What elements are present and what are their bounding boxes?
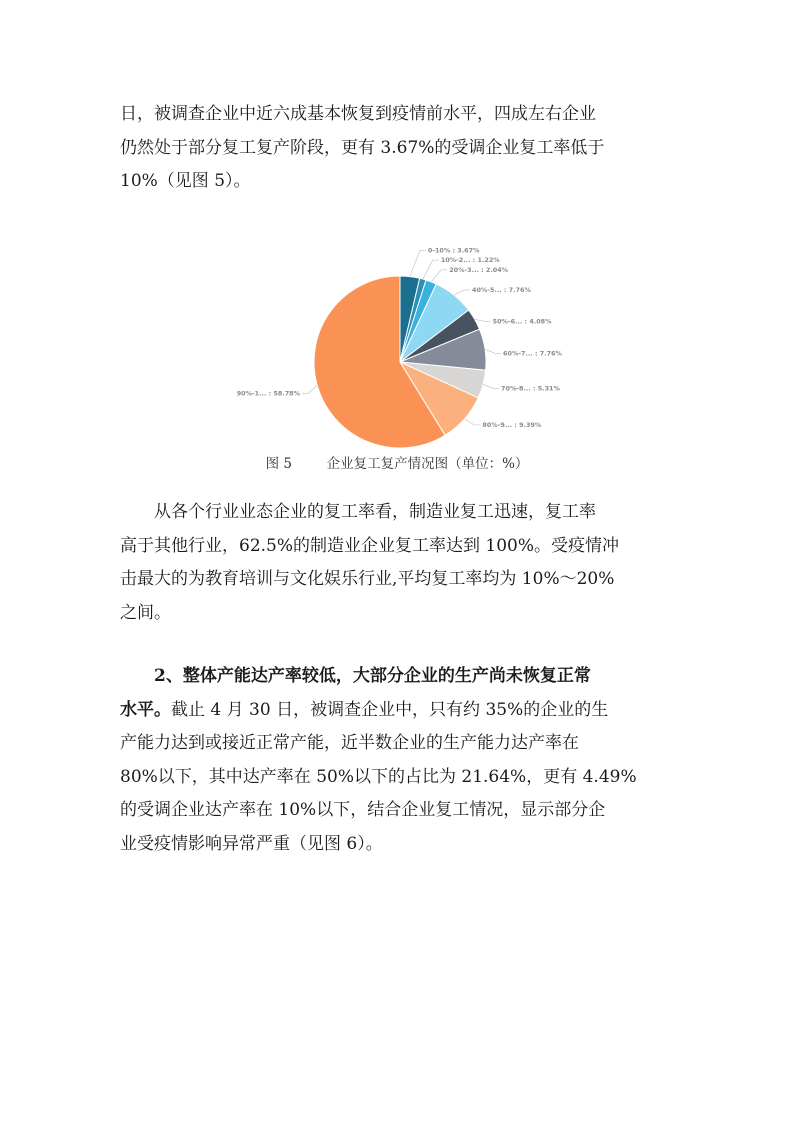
- pie-chart: [220, 246, 580, 450]
- paragraph-3-line: 80%以下，其中达产率在 50%以下的占比为 21.64%，更有 4.49%: [120, 766, 637, 787]
- paragraph-1-line: 10%（见图 5）。: [120, 171, 251, 191]
- paragraph-2-line: 高于其他行业，62.5%的制造业企业复工率达到 100%。受疫情冲: [120, 535, 620, 556]
- pie-slice-label: 70%-8... : 5.31%: [501, 384, 560, 393]
- pie-slice-label: 10%-2... : 1.22%: [440, 256, 500, 265]
- paragraph-1: [120, 98, 675, 199]
- pie-label-leader: [302, 385, 317, 393]
- paragraph-3-line: 产能力达到或接近正常产能，近半数企业的生产能力达产率在: [120, 733, 579, 753]
- pie-label-leader: [483, 384, 499, 388]
- figure-number: 图 5: [265, 456, 292, 472]
- pie-label-leader: [475, 319, 491, 321]
- pie-label-leader: [423, 260, 439, 279]
- paragraph-2-line: 之间。: [120, 602, 171, 623]
- pie-slice-label: 80%-9... : 9.39%: [482, 420, 542, 429]
- pie-label-leader: [485, 349, 501, 353]
- paragraph-3-line: 业受疫情影响异常严重（见图 6）。: [120, 833, 383, 854]
- section-heading: 2、整体产能达产率较低，大部分企业的生产尚未恢复正常: [154, 666, 591, 686]
- pie-slice-label: 60%-7... : 7.76%: [503, 349, 562, 358]
- figure-title: 企业复工复产情况图（单位：%）: [326, 456, 529, 472]
- pie-slice-label: 0-10% : 3.67%: [427, 246, 480, 255]
- paragraph-1-line: 日，被调查企业中近六成基本恢复到疫情前水平，四成左右企业: [120, 104, 596, 124]
- paragraph-3-text: 截止 4 月 30 日，被调查企业中，只有约 35%的企业的生: [171, 699, 609, 720]
- pie-label-leader: [464, 419, 480, 425]
- pie-label-leader: [454, 290, 470, 295]
- paragraph-2-line: 从各个行业业态企业的复工率看，制造业复工迅速，复工率: [154, 502, 596, 522]
- pie-slice-label: 50%-6... : 4.08%: [492, 317, 552, 326]
- paragraph-2: [120, 496, 675, 630]
- paragraph-3-line: 的受调企业达产率在 10%以下，结合企业复工情况，显示部分企: [120, 800, 606, 820]
- pie-slice-label: 90%-1... : 58.78%: [236, 389, 300, 398]
- paragraph-3: [120, 660, 675, 861]
- pie-slice-label: 40%-5... : 7.76%: [472, 286, 531, 295]
- section-heading-end: 水平。: [120, 699, 171, 720]
- figure-caption: [0, 452, 794, 472]
- pie-label-leader: [431, 270, 447, 282]
- paragraph-1-line: 仍然处于部分复工复产阶段，更有 3.67%的受调企业复工率低于: [120, 137, 605, 158]
- paragraph-2-line: 击最大的为教育培训与文化娱乐行业,平均复工率均为 10%～20%: [120, 569, 615, 589]
- pie-slice-label: 20%-3... : 2.04%: [449, 265, 509, 274]
- pie-label-leader: [410, 251, 426, 277]
